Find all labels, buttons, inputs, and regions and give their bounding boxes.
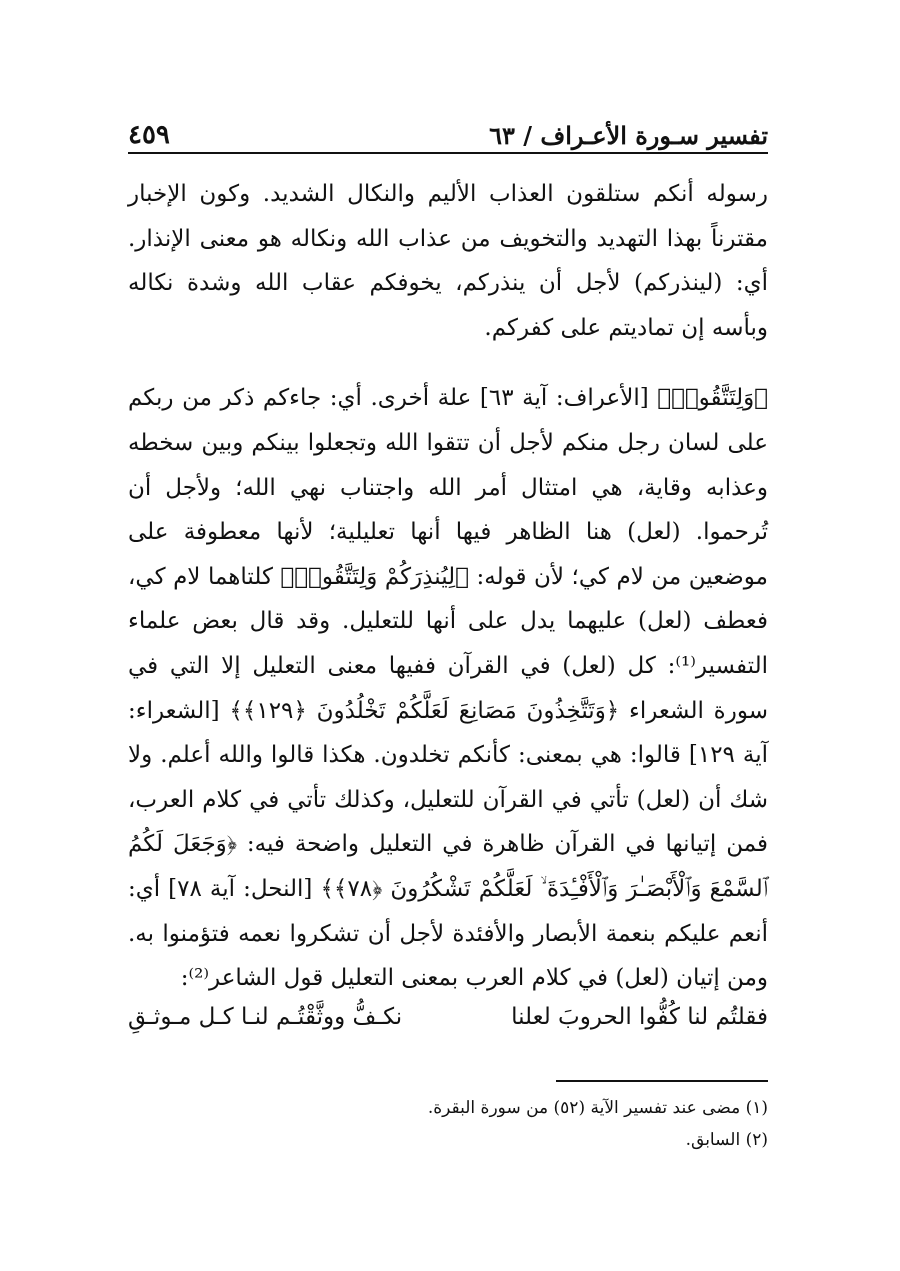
- footnote-rule: [556, 1080, 768, 1082]
- footnotes: [128, 1092, 768, 1156]
- paragraph-1: رسوله أنكم ستلقون العذاب الأليم والنكال الشديد. وكون الإخبار مقترناً بهذا التهديد والتخويف من عذاب الله ونكاله هو معنى الإنذار. أي: (لينذركم) لأجل أن ينذركم، يخوفكم عقاب الله وشدة نكاله وبأسه إن تماديتم على كفركم.: [128, 181, 768, 341]
- running-title: تفسير سـورة الأعـراف / ٦٣: [489, 121, 768, 150]
- page-header: [128, 112, 768, 150]
- verse-first-hemistich: فقلتُم لنا كُفُّوا الحروبَ لعلنا: [511, 1004, 768, 1030]
- footnote-2: (٢) السابق.: [685, 1130, 768, 1150]
- footnote-1: (١) مضى عند تفسير الآية (٥٢) من سورة البقرة.: [427, 1098, 768, 1118]
- page-number: ٤٥٩: [128, 120, 170, 150]
- header-rule: [128, 152, 768, 154]
- paragraph-2: ﴿وَلِتَتَّقُوا۟﴾ [الأعراف: آية ٦٣] علة أخرى. أي: جاءكم ذكر من ربكم على لسان رجل منكم لأجل أن تتقوا الله وتجعلوا بينكم وبين سخطه وعذابه وقاية، هي امتثال أمر الله واجتناب نهي الله؛ ولأجل أن تُرحموا. (لعل) هنا الظاهر فيها أنها تعليلية؛ لأنها معطوفة على موضعين من لام كي؛ لأن قوله: ﴿لِيُنذِرَكُمْ وَلِتَتَّقُوا۟﴾ كلتاهما لام كي، فعطف (لعل) عليهما يدل على أنها للتعليل. وقد قال بعض علماء التفسير⁽¹⁾: كل (لعل) في القرآن ففيها معنى التعليل إلا التي في سورة الشعراء ﴿وَتَتَّخِذُونَ مَصَانِعَ لَعَلَّكُمْ تَخْلُدُونَ ﴿١٢٩﴾﴾ [الشعراء: آية ١٢٩] قالوا: هي بمعنى: كأنكم تخلدون. هكذا قالوا والله أعلم. ولا شك أن (لعل) تأتي في القرآن للتعليل، وكذلك تأتي في كلام العرب، فمن إتيانها في القرآن ظاهرة في التعليل واضحة فيه: ﴿وَجَعَلَ لَكُمُ ٱلسَّمْعَ وَٱلْأَبْصَـٰرَ وَٱلْأَفْـِٔدَةَ ۙ لَعَلَّكُمْ تَشْكُرُونَ ﴿٧٨﴾﴾ [النحل: آية ٧٨] أي: أنعم عليكم بنعمة الأبصار والأفئدة لأجل أن تشكروا نعمه فتؤمنوا به. ومن إتيان (لعل) في كلام العرب بمعنى التعليل قول الشاعر⁽²⁾:: [128, 385, 768, 992]
- document-page: [128, 0, 768, 1271]
- body-text: [128, 172, 768, 1001]
- verse-second-hemistich: نكـفُّ ووثَّقْتُـم لنـا كـل مـوثـقِ: [128, 1004, 403, 1030]
- poetry-verse: [128, 1004, 768, 1048]
